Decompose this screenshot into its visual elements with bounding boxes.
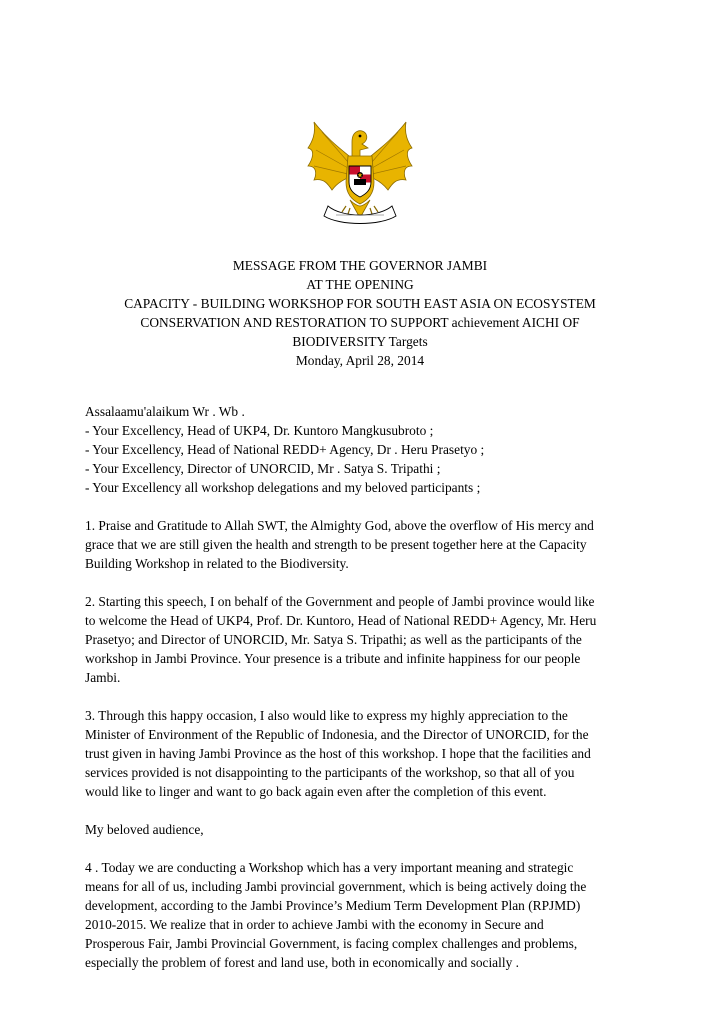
paragraph-line: development, according to the Jambi Province’s Medium Term Development Plan (RPJMD) xyxy=(85,898,581,913)
heading-line-3: CAPACITY - BUILDING WORKSHOP FOR SOUTH EAST ASIA ON ECOSYSTEM xyxy=(124,296,596,311)
speech-heading xyxy=(80,256,640,370)
paragraph-4 xyxy=(85,858,645,972)
heading-line-4: CONSERVATION AND RESTORATION TO SUPPORT achievement AICHI OF xyxy=(140,315,580,330)
paragraph-line: Jambi. xyxy=(85,670,121,685)
paragraph-line: trust given in having Jambi Province as the host of this workshop. I hope that the facilities and xyxy=(85,746,591,761)
paragraph-line: 3. Through this happy occasion, I also would like to express my highly appreciation to the xyxy=(85,708,568,723)
paragraph-line: 2010-2015. We realize that in order to achieve Jambi with the economy in Secure and xyxy=(85,917,544,932)
audience-line: My beloved audience, xyxy=(85,822,204,837)
garuda-pancasila-emblem-icon xyxy=(302,120,418,228)
speech-body xyxy=(85,402,645,991)
paragraph-line: to welcome the Head of UKP4, Prof. Dr. Kuntoro, Head of National REDD+ Agency, Mr. Heru xyxy=(85,613,597,628)
heading-line-1: MESSAGE FROM THE GOVERNOR JAMBI xyxy=(232,258,488,273)
paragraph-line: grace that we are still given the health and strength to be present together here at the Capacity xyxy=(85,537,587,552)
paragraph-line: Prasetyo; and Director of UNORCID, Mr. Satya S. Tripathi; as well as the participants of the xyxy=(85,632,582,647)
paragraph-line: means for all of us, including Jambi provincial government, which is being actively doing the xyxy=(85,879,587,894)
addressee-line: - Your Excellency, Director of UNORCID, Mr . Satya S. Tripathi ; xyxy=(85,461,441,476)
paragraph-line: Minister of Environment of the Republic of Indonesia, and the Director of UNORCID, for the xyxy=(85,727,589,742)
addressee-line: - Your Excellency, Head of UKP4, Dr. Kuntoro Mangkusubroto ; xyxy=(85,423,434,438)
paragraph-line: Building Workshop in related to the Biodiversity. xyxy=(85,556,349,571)
paragraph-line: workshop in Jambi Province. Your presence is a tribute and infinite happiness for our people xyxy=(85,651,581,666)
paragraph-1 xyxy=(85,516,645,573)
greeting-block xyxy=(85,402,645,497)
paragraph-2 xyxy=(85,592,645,687)
paragraph-line: services provided is not disappointing to the participants of the workshop, so that all of you xyxy=(85,765,575,780)
heading-line-2: AT THE OPENING xyxy=(306,277,414,292)
paragraph-line: Prosperous Fair, Jambi Provincial Government, is facing complex challenges and problems, xyxy=(85,936,578,951)
salutation: Assalaamu'alaikum Wr . Wb . xyxy=(85,404,245,419)
paragraph-line: especially the problem of forest and land use, both in economically and socially . xyxy=(85,955,519,970)
addressee-line: - Your Excellency all workshop delegations and my beloved participants ; xyxy=(85,480,481,495)
paragraph-line: 1. Praise and Gratitude to Allah SWT, the Almighty God, above the overflow of His mercy and xyxy=(85,518,594,533)
paragraph-3 xyxy=(85,706,645,801)
paragraph-line: 2. Starting this speech, I on behalf of the Government and people of Jambi province would like xyxy=(85,594,595,609)
paragraph-line: would like to linger and want to go back again even after the completion of this event. xyxy=(85,784,547,799)
heading-date: Monday, April 28, 2014 xyxy=(295,353,425,368)
heading-line-5: BIODIVERSITY Targets xyxy=(292,334,428,349)
addressee-line: - Your Excellency, Head of National REDD+ Agency, Dr . Heru Prasetyo ; xyxy=(85,442,485,457)
paragraph-line: 4 . Today we are conducting a Workshop which has a very important meaning and strategic xyxy=(85,860,574,875)
